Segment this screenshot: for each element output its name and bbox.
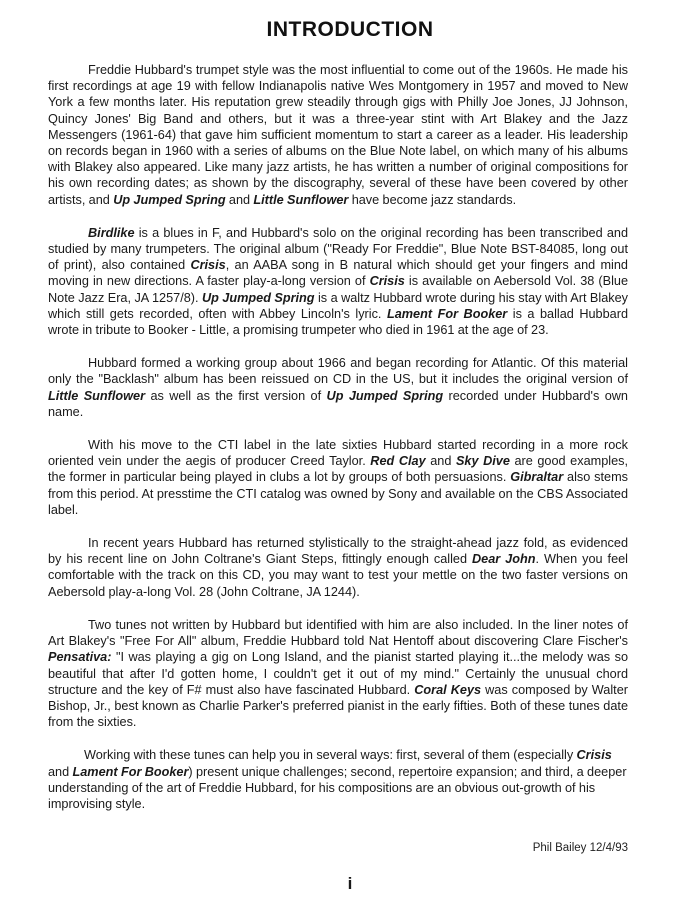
text-run: is available on Aebersold Vol. 38 (Blue Note Jazz Era, JA 1257/8). [48, 274, 628, 305]
tune-title: Crisis [369, 274, 405, 289]
tune-title: Sky Dive [455, 454, 510, 469]
text-run: Two tunes not written by Hubbard but identified with him are also included. In the liner notes of Art Blakey's "Free For All" album, Freddie Hubbard told Nat Hentoff about discovering Clare Fischer's [48, 617, 628, 649]
tune-title: Birdlike [88, 225, 135, 240]
text-run: "I was playing a gig on Long Island, and the pianist started playing it...the melody was so beautiful that after I'd gotten home, I couldn't get it out of my mind." Certainly the unusual chord structure and the key of F# must also have fascinated Hubbard. [48, 650, 628, 697]
text-run: Hubbard formed a working group about 1966 and began recording for Atlantic. Of this material only the "Backlash" album has been reissued on CD in the US, but it includes the original version of [48, 356, 628, 387]
text-run: . When you feel comfortable with the track on this CD, you may want to test your mettle on the two faster versions on Aebersold play-a-long Vol. 28 (John Coltrane, JA 1244). [48, 552, 628, 599]
paragraph-4 [48, 437, 628, 518]
text-run: was composed by Walter Bishop, Jr., best known as Charlie Parker's preferred pianist in the early fifties. Both of these tunes date from the sixties. [48, 682, 628, 730]
paragraph-5 [48, 535, 628, 600]
text-run: Freddie Hubbard's trumpet style was the most influential to come out of the 1960s. He made his first recordings at age 19 with fellow Indianapolis native Wes Montgomery in 1957 and moved to New York a few months later. His reputation grew steadily through gigs with Philly Joe Jones, JJ Johnson, Quincy Jones' Big Band and others, but it was a three-year stint with Art Blakey and the Jazz Messengers (1961-64) that gave him sufficient momentum to start a career as a leader. His leadership on records began in 1960 with a series of albums on the Blue Note label, on which many of his albums with Blakey also appeared. Like many jazz artists, he has written a number of original compositions for his own recording dates; as shown by the discography, several of these have been covered by other artists, and [48, 63, 628, 207]
tune-title: Little Sunflower [253, 192, 349, 207]
tune-title: Dear John [471, 552, 536, 567]
tune-title: Lament For Booker [386, 306, 508, 321]
signature: Phil Bailey 12/4/93 [532, 842, 628, 854]
text-run: recorded under Hubbard's own name. [48, 388, 628, 419]
tune-title: Up Jumped Spring [113, 192, 226, 207]
text-run: as well as the first version of [145, 388, 327, 403]
text-run: With his move to the CTI label in the late sixties Hubbard started recording in a more rock oriented vein under the aegis of producer Creed Taylor. [48, 438, 628, 469]
paragraph-1 [48, 62, 628, 208]
tune-title: Crisis [576, 748, 612, 763]
tune-title: Up Jumped Spring [326, 388, 444, 403]
text-run: and [425, 454, 456, 469]
body-text [48, 62, 628, 814]
tune-title: Pensativa: [48, 650, 112, 665]
tune-title: Red Clay [370, 454, 426, 469]
paragraph-7 [48, 747, 628, 812]
paragraph-6 [48, 617, 628, 730]
page-number: i [347, 874, 353, 893]
text-run: In recent years Hubbard has returned stylistically to the straight-ahead jazz fold, as evidenced by his recent line on John Coltrane's Giant Steps, fittingly enough called [48, 536, 628, 567]
text-run: and [48, 764, 73, 779]
text-run: are good examples, the former in particular being played in clubs a lot by groups of both persuasions. [48, 454, 628, 485]
text-run: ) present unique challenges; second, repertoire expansion; and third, a deeper understanding of the art of Freddie Hubbard, for his compositions are an obvious out-growth of his improvising style. [48, 764, 627, 811]
text-run: also stems from this period. At presstime the CTI catalog was owned by Sony and available on the CBS Associated label. [48, 470, 629, 517]
text-run: is a blues in F, and Hubbard's solo on the original recording has been transcribed and studied by many trumpeters. The original album ("Ready For Freddie", Blue Note BST-84085, long out of print), also contained [48, 225, 628, 273]
tune-title: Up Jumped Spring [201, 290, 315, 305]
tune-title: Crisis [190, 258, 226, 273]
text-run: , an AABA song in B natural which should get your fingers and mind moving in new directions. A faster play-a-long version of [48, 258, 628, 289]
paragraph-3 [48, 355, 628, 420]
tune-title: Little Sunflower [48, 388, 146, 403]
text-run: is a waltz Hubbard wrote during his stay with Art Blakey which still gets recorded, often with Abbey Lincoln's lyric. [48, 290, 628, 321]
page-title: INTRODUCTION [266, 18, 434, 41]
text-run: Working with these tunes can help you in several ways: first, several of them (especially [84, 748, 577, 763]
paragraph-2 [48, 225, 628, 338]
tune-title: Coral Keys [414, 682, 482, 697]
text-run: have become jazz standards. [348, 192, 517, 207]
text-run: and [225, 192, 254, 207]
tune-title: Lament For Booker [72, 764, 189, 779]
text-run: is a ballad Hubbard wrote in tribute to Booker - Little, a promising trumpeter who died in 1961 at the age of 23. [48, 306, 629, 338]
tune-title: Gibraltar [510, 470, 564, 485]
